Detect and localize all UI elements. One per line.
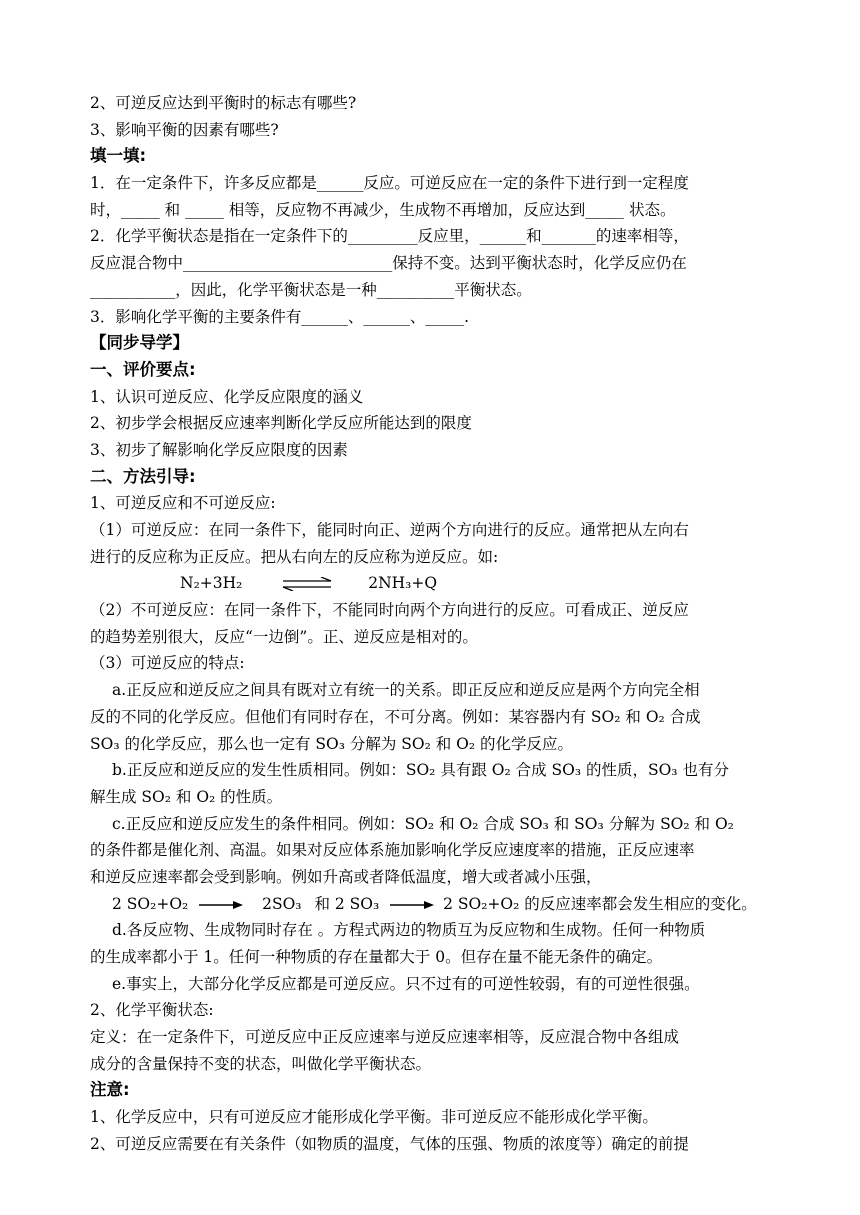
- irreversible-def-2: 的趋势差别很大，反应“一边倒”。正、逆反应是相对的。: [90, 627, 478, 646]
- feature-b-2: 解生成 SO₂ 和 O₂ 的性质。: [90, 787, 283, 806]
- reversible-def-2: 进行的反应称为正反应。把从右向左的反应称为逆反应。如:: [90, 547, 499, 566]
- method-1: 1、可逆反应和不可逆反应:: [90, 494, 276, 513]
- feature-a-2: 反的不同的化学反应。但他们有同时存在，不可分离。例如：某容器内有 SO₂ 和 O₂ 合成: [90, 707, 701, 726]
- right-arrow-icon: [388, 900, 434, 910]
- question-2: 2、可逆反应达到平衡时的标志有哪些?: [90, 94, 357, 112]
- note-heading: 注意:: [90, 1080, 130, 1100]
- reversible-def-1: （1）可逆反应：在同一条件下，能同时向正、逆两个方向进行的反应。通常把从左向右: [90, 521, 689, 539]
- definition-1: 定义：在一定条件下，可逆反应中正反应速率与逆反应速率相等，反应混合物中各组成: [90, 1028, 680, 1047]
- method-heading: 二、方法引导:: [90, 466, 196, 486]
- equation-ammonia: [90, 570, 780, 597]
- equation-so3-part-3: 和 2 SO₃: [314, 894, 380, 913]
- fill-line-6: 3．影响化学平衡的主要条件有______、______、_____.: [90, 307, 470, 326]
- feature-c-2: 的条件都是催化剂、高温。如果对反应体系施加影响化学反应速度率的措施，正反应速率: [90, 841, 695, 860]
- fill-line-5: ___________，因此，化学平衡状态是一种__________平衡状态。: [90, 280, 532, 299]
- note-2: 2、可逆反应需要在有关条件（如物质的温度，气体的压强、物质的浓度等）确定的前提: [90, 1134, 689, 1153]
- irreversible-def-1: （2）不可逆反应：在同一条件下，不能同时向两个方向进行的反应。可看成正、逆反应: [90, 601, 689, 620]
- sync-heading: 【同步导学】: [90, 333, 189, 353]
- eval-point-3: 3、初步了解影响化学反应限度的因素: [90, 440, 348, 459]
- feature-c-1: c.正反应和逆反应发生的条件相同。例如：SO₂ 和 O₂ 合成 SO₃ 和 SO₃ 分解为 SO₂ 和 O₂: [112, 814, 734, 833]
- feature-e: e.事实上，大部分化学反应都是可逆反应。只不过有的可逆性较弱，有的可逆性很强。: [112, 974, 700, 993]
- equilibrium-arrow-icon: [281, 577, 333, 591]
- definition-2: 成分的含量保持不变的状态，叫做化学平衡状态。: [90, 1054, 432, 1073]
- features-heading: （3）可逆反应的特点:: [90, 654, 245, 673]
- feature-d-2: 的生成率都小于 1。任何一种物质的存在量都大于 0。但存在量不能无条件的确定。: [90, 948, 663, 966]
- fill-line-1: 1．在一定条件下，许多反应都是______反应。可逆反应在一定的条件下进行到一定程度: [90, 174, 689, 193]
- method-2: 2、化学平衡状态:: [90, 1001, 214, 1020]
- eval-point-2: 2、初步学会根据反应速率判断化学反应所能达到的限度: [90, 414, 472, 433]
- question-3: 3、影响平衡的因素有哪些?: [90, 120, 279, 139]
- equation-so3-part-2: 2SO₃: [262, 894, 302, 913]
- document-page: [90, 90, 780, 1158]
- fill-heading: 填一填:: [90, 146, 147, 166]
- equation-left: N₂+3H₂: [180, 574, 243, 593]
- feature-a-3: SO₃ 的化学反应，那么也一定有 SO₃ 分解为 SO₂ 和 O₂ 的化学反应。: [90, 734, 574, 753]
- fill-line-2: 时，_____ 和 _____ 相等，反应物不再减少，生成物不再增加，反应达到_____ 状态。: [90, 200, 676, 219]
- feature-c-3: 和逆反应速率都会受到影响。例如升高或者降低温度，增大或者减小压强，: [90, 867, 602, 886]
- equation-so3: [90, 891, 780, 918]
- note-1: 1、化学反应中，只有可逆反应才能形成化学平衡。非可逆反应不能形成化学平衡。: [90, 1108, 658, 1127]
- feature-d-1: d.各反应物、生成物同时存在 。方程式两边的物质互为反应物和生成物。任何一种物质: [112, 921, 706, 940]
- eval-point-1: 1、认识可逆反应、化学反应限度的涵义: [90, 387, 364, 406]
- fill-line-4: 反应混合物中___________________________保持不变。达到平衡状态时，化学反应仍在: [90, 254, 687, 273]
- fill-line-3: 2．化学平衡状态是指在一定条件下的_________反应里，______和_______的速率相等，: [90, 227, 689, 246]
- feature-b-1: b.正反应和逆反应的发生性质相同。例如：SO₂ 具有跟 O₂ 合成 SO₃ 的性质，SO₃ 也有分: [112, 761, 729, 780]
- equation-so3-part-1: 2 SO₂+O₂: [112, 894, 189, 913]
- eval-heading: 一、评价要点:: [90, 359, 196, 379]
- feature-a-1: a.正反应和逆反应之间具有既对立有统一的关系。即正反应和逆反应是两个方向完全相: [112, 681, 700, 700]
- right-arrow-icon: [197, 900, 243, 910]
- equation-so3-part-4: 2 SO₂+O₂ 的反应速率都会发生相应的变化。: [443, 894, 757, 913]
- equation-right: 2NH₃+Q: [368, 574, 438, 593]
